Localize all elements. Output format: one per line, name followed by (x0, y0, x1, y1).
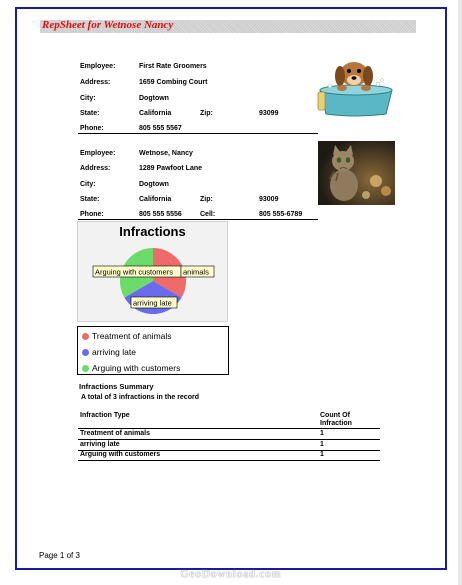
city-value: Dogtown (139, 181, 169, 188)
record-divider (78, 133, 318, 134)
pie-callout-arguing (93, 266, 181, 277)
city-label: City: (80, 95, 96, 102)
pie-callout-animals (181, 266, 214, 277)
svg-text:arriving late: arriving late (133, 298, 172, 308)
record-divider (78, 219, 318, 220)
employee-label: Employee: (80, 150, 116, 157)
legend-swatch-blue (82, 349, 89, 356)
table-cell-count: 1 (320, 430, 324, 437)
legend-item (82, 347, 136, 357)
svg-text:Arguing with customers: Arguing with customers (95, 267, 173, 277)
legend-label: Treatment of animals (92, 331, 172, 341)
address-value: 1289 Pawfoot Lane (139, 165, 203, 172)
city-label: City: (80, 181, 96, 188)
table-cell-count: 1 (320, 451, 324, 458)
infractions-chart (77, 221, 228, 322)
state-label: State: (80, 110, 100, 117)
city-value: Dogtown (139, 95, 169, 102)
phone-label: Phone: (80, 211, 104, 218)
table-header-rule (78, 428, 380, 429)
state-value: California (139, 110, 172, 117)
page-number: Page 1 of 3 (39, 551, 80, 560)
legend-item (82, 331, 172, 341)
cat-photo-image (318, 141, 395, 205)
pie-chart (78, 222, 229, 323)
state-value: California (139, 196, 172, 203)
address-value: 1659 Combing Court (139, 79, 208, 86)
table-row-rule (78, 460, 380, 461)
legend-swatch-red (82, 333, 89, 340)
legend-label: Arguing with customers (92, 363, 181, 373)
cell-value: 805 555-6789 (259, 211, 303, 218)
state-label: State: (80, 196, 100, 203)
page-shadow (458, 0, 462, 585)
report-title: RepSheet for Wetnose Nancy (42, 19, 174, 31)
zip-label: Zip: (200, 110, 213, 117)
table-cell-type: Treatment of animals (80, 430, 151, 437)
pie-callout-arriving (131, 297, 177, 308)
employee-name: First Rate Groomers (139, 63, 207, 70)
table-cell-count: 1 (320, 441, 324, 448)
zip-label: Zip: (200, 196, 213, 203)
chart-title: Infractions (119, 224, 186, 239)
legend-item (82, 363, 180, 373)
summary-text: A total of 3 infractions in the record (81, 394, 199, 401)
column-header-count: Count Of Infraction (320, 412, 352, 427)
column-header-type: Infraction Type (80, 412, 130, 419)
zip-value: 93009 (259, 196, 279, 203)
summary-title: Infractions Summary (79, 382, 154, 391)
legend-swatch-green (82, 365, 89, 372)
phone-label: Phone: (80, 125, 104, 132)
table-cell-type: Arguing with customers (80, 451, 161, 458)
phone-value: 805 555 5567 (139, 125, 182, 132)
phone-value: 805 555 5556 (139, 211, 182, 218)
chart-legend (77, 326, 229, 375)
svg-text:animals: animals (183, 267, 209, 277)
zip-value: 93099 (259, 110, 279, 117)
cell-label: Cell: (200, 211, 216, 218)
watermark-text: GeoDownload.com (180, 568, 282, 580)
cartoon-dog-in-bathtub-image (316, 56, 396, 120)
address-label: Address: (80, 79, 111, 86)
legend-label: arriving late (92, 347, 136, 357)
table-row-rule (78, 439, 380, 440)
address-label: Address: (80, 165, 111, 172)
employee-name: Wetnose, Nancy (139, 150, 193, 157)
table-cell-type: arriving late (80, 441, 120, 448)
employee-label: Employee: (80, 63, 116, 70)
